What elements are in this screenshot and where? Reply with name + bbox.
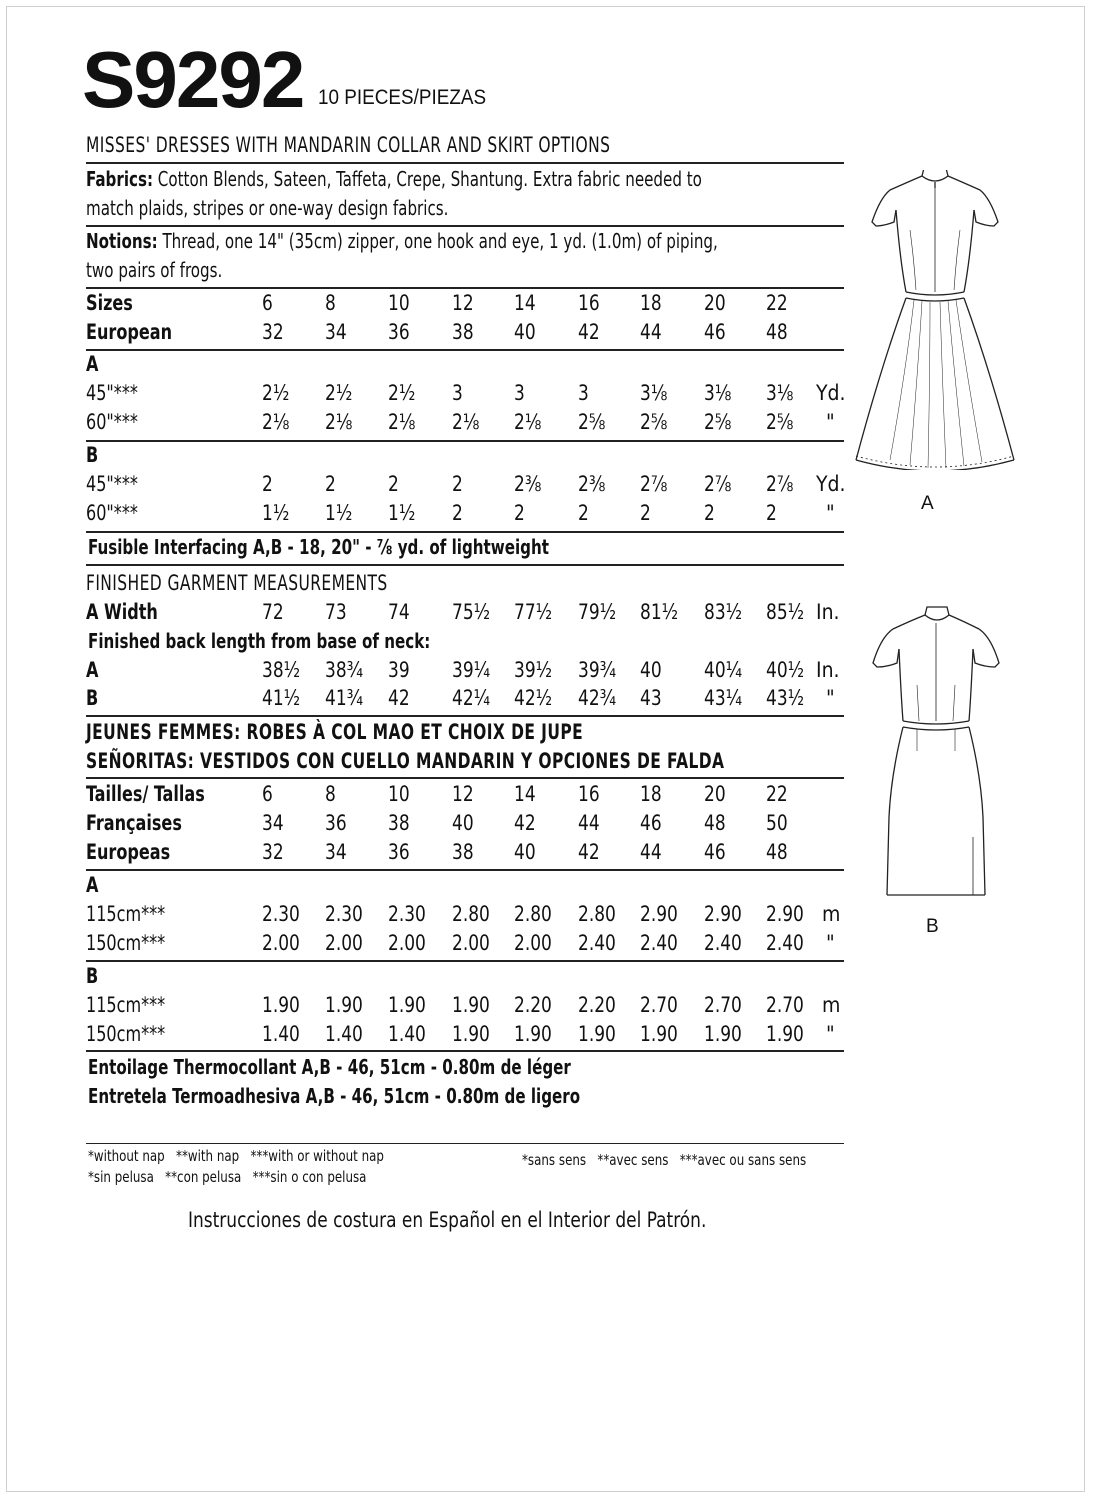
table-cell: 46 — [704, 320, 726, 344]
table-cell: 3⅛ — [640, 381, 668, 405]
table-cell: 38 — [452, 840, 474, 864]
table-cell: 22 — [766, 782, 788, 806]
table-row — [86, 443, 846, 472]
table-cell: 1.40 — [388, 1022, 426, 1046]
table-cell: 2.90 — [704, 902, 742, 926]
table-cell: 50 — [766, 811, 788, 835]
table-cell: 2.30 — [325, 902, 363, 926]
table-cell: 2.80 — [452, 902, 490, 926]
table-cell: 2⅝ — [640, 410, 668, 434]
table-cell: 2.30 — [388, 902, 426, 926]
unit: " — [826, 1022, 835, 1046]
table-cell: 1.90 — [262, 993, 300, 1017]
table-cell: 1½ — [325, 501, 353, 525]
row-label: 45"*** — [86, 381, 138, 405]
table-cell: 38 — [452, 320, 474, 344]
table-cell: 44 — [640, 320, 662, 344]
table-cell: 38¾ — [325, 658, 364, 682]
table-cell: 44 — [640, 840, 662, 864]
fabrics-line2: match plaids, stripes or one-way design fabrics. — [86, 196, 449, 220]
measurements-heading: FINISHED GARMENT MEASUREMENTS — [86, 571, 388, 595]
table-cell: 2.00 — [262, 931, 300, 955]
table-cell: 83½ — [704, 600, 743, 624]
table-cell: 1.90 — [640, 1022, 678, 1046]
table-cell: 2⅞ — [704, 472, 732, 496]
table-cell: 39½ — [514, 658, 553, 682]
divider — [86, 564, 844, 566]
pieces-count: 10 PIECES/PIEZAS — [318, 86, 487, 109]
table-cell: 34 — [325, 320, 347, 344]
table-cell: 2⅝ — [578, 410, 606, 434]
row-label: 60"*** — [86, 501, 138, 525]
table-cell: 39 — [388, 658, 410, 682]
table-cell: 2⅞ — [640, 472, 668, 496]
divider — [86, 287, 844, 289]
table-row — [86, 902, 846, 931]
table-cell: 1.90 — [766, 1022, 804, 1046]
table-cell: 8 — [325, 782, 336, 806]
divider — [86, 715, 844, 717]
divider — [86, 349, 844, 351]
table-cell: 1.90 — [388, 993, 426, 1017]
divider — [86, 162, 844, 164]
table-row — [86, 501, 846, 530]
table-row — [86, 410, 846, 439]
view-b-label: B — [86, 443, 99, 467]
table-cell: 2.40 — [766, 931, 804, 955]
table-cell: 2.90 — [766, 902, 804, 926]
table-cell: 3 — [452, 381, 463, 405]
divider — [86, 225, 844, 227]
table-cell: 42 — [578, 840, 600, 864]
table-cell: 38 — [388, 811, 410, 835]
divider — [86, 531, 844, 533]
notions-line1 — [86, 229, 718, 253]
table-cell: 40½ — [766, 658, 805, 682]
table-row — [86, 993, 846, 1022]
notions-label: Notions: — [86, 229, 158, 253]
table-cell: 1½ — [262, 501, 290, 525]
table-cell: 12 — [452, 291, 474, 315]
table-cell: 2⅜ — [514, 472, 542, 496]
table-cell: 2⅜ — [578, 472, 606, 496]
table-cell: 20 — [704, 782, 726, 806]
table-cell: 73 — [325, 600, 347, 624]
table-cell: 18 — [640, 291, 662, 315]
unit: " — [826, 931, 835, 955]
table-cell: 1½ — [388, 501, 416, 525]
table-cell: 18 — [640, 782, 662, 806]
table-cell: 2⅛ — [388, 410, 416, 434]
table-cell: 36 — [388, 320, 410, 344]
table-row — [86, 931, 846, 960]
table-cell: 2 — [452, 472, 463, 496]
table-cell: 2.00 — [452, 931, 490, 955]
table-cell: 42 — [388, 686, 410, 710]
table-cell: 75½ — [452, 600, 491, 624]
table-cell: 8 — [325, 291, 336, 315]
table-cell: 40 — [514, 320, 536, 344]
table-cell: 40 — [514, 840, 536, 864]
table-cell: 41½ — [262, 686, 301, 710]
table-cell: 1.40 — [325, 1022, 363, 1046]
table-cell: 1.90 — [704, 1022, 742, 1046]
title-spanish: SEÑORITAS: VESTIDOS CON CUELLO MANDARIN Y OPCIONES DE FALDA — [86, 749, 725, 773]
table-cell: 43¼ — [704, 686, 743, 710]
row-label: 45"*** — [86, 472, 138, 496]
table-cell: 72 — [262, 600, 284, 624]
unit: In. — [816, 658, 840, 682]
table-cell: 2.80 — [514, 902, 552, 926]
table-cell: 40 — [640, 658, 662, 682]
table-cell: 39¾ — [578, 658, 617, 682]
dress-a-illustration — [850, 170, 1020, 470]
divider — [86, 440, 844, 442]
table-cell: 2.20 — [514, 993, 552, 1017]
table-cell: 36 — [325, 811, 347, 835]
table-cell: 2.70 — [704, 993, 742, 1017]
notions-line2: two pairs of frogs. — [86, 258, 223, 282]
divider — [86, 1143, 844, 1144]
table-cell: 42¾ — [578, 686, 617, 710]
table-cell: 1.90 — [452, 1022, 490, 1046]
table-cell: 43½ — [766, 686, 805, 710]
table-row — [86, 840, 846, 869]
table-row — [86, 1022, 846, 1051]
table-cell: 48 — [704, 811, 726, 835]
table-cell: 42½ — [514, 686, 553, 710]
title-english: MISSES' DRESSES WITH MANDARIN COLLAR AND SKIRT OPTIONS — [86, 133, 611, 157]
table-cell: 2 — [640, 501, 651, 525]
table-cell: 40 — [452, 811, 474, 835]
table-cell: 2.80 — [578, 902, 616, 926]
table-cell: 3⅛ — [704, 381, 732, 405]
table-row — [86, 811, 846, 840]
table-row — [86, 600, 846, 629]
table-cell: 2.30 — [262, 902, 300, 926]
table-cell: 48 — [766, 320, 788, 344]
table-cell: 1.40 — [262, 1022, 300, 1046]
row-label: Françaises — [86, 811, 182, 835]
table-cell: 77½ — [514, 600, 553, 624]
table-cell: 2 — [325, 472, 336, 496]
row-label: 60"*** — [86, 410, 138, 434]
table-cell: 32 — [262, 840, 284, 864]
unit: " — [826, 410, 835, 434]
table-cell: 2⅝ — [704, 410, 732, 434]
table-cell: 14 — [514, 782, 536, 806]
table-cell: 3 — [514, 381, 525, 405]
table-cell: 2⅛ — [514, 410, 542, 434]
table-cell: 2 — [262, 472, 273, 496]
unit: " — [826, 501, 835, 525]
view-a-label: A — [86, 352, 99, 376]
row-label: 115cm*** — [86, 902, 166, 926]
row-label: Europeas — [86, 840, 171, 864]
footnote-english: *without nap **with nap ***with or without nap — [88, 1147, 384, 1165]
notions-text: Thread, one 14" (35cm) zipper, one hook and eye, 1 yd. (1.0m) of piping, — [162, 229, 718, 253]
figure-b-label: B — [926, 916, 939, 937]
table-row — [86, 381, 846, 410]
unit: Yd. — [816, 472, 846, 496]
footnote-spanish: *sin pelusa **con pelusa ***sin o con pelusa — [88, 1168, 367, 1186]
table-cell: 2⅛ — [325, 410, 353, 434]
pattern-number: S9292 — [82, 35, 304, 124]
table-cell: 12 — [452, 782, 474, 806]
unit: Yd. — [816, 381, 846, 405]
table-cell: 36 — [388, 840, 410, 864]
table-row — [86, 320, 846, 349]
table-cell: 38½ — [262, 658, 301, 682]
table-cell: 6 — [262, 782, 273, 806]
back-length-label: Finished back length from base of neck: — [88, 629, 431, 653]
table-cell: 2.70 — [640, 993, 678, 1017]
table-row — [86, 964, 846, 993]
table-cell: 43 — [640, 686, 662, 710]
table-cell: 41¾ — [325, 686, 364, 710]
table-cell: 2 — [388, 472, 399, 496]
table-cell: 1.90 — [452, 993, 490, 1017]
table-cell: 2½ — [325, 381, 353, 405]
table-row — [86, 352, 846, 381]
interfacing-french: Entoilage Thermocollant A,B - 46, 51cm - 0.80m de léger — [88, 1055, 571, 1079]
view-b-label: B — [86, 964, 99, 988]
table-cell: 1.90 — [578, 1022, 616, 1046]
table-cell: 2⅛ — [452, 410, 480, 434]
table-cell: 2 — [704, 501, 715, 525]
table-cell: 2 — [578, 501, 589, 525]
table-cell: 2 — [452, 501, 463, 525]
table-cell: 1.90 — [514, 1022, 552, 1046]
table-cell: 2.40 — [578, 931, 616, 955]
footnote-french: *sans sens **avec sens ***avec ou sans sens — [522, 1151, 807, 1169]
table-cell: 1.90 — [325, 993, 363, 1017]
divider — [86, 777, 844, 779]
table-cell: 32 — [262, 320, 284, 344]
table-cell: 2.00 — [514, 931, 552, 955]
title-french: JEUNES FEMMES: ROBES À COL MAO ET CHOIX DE JUPE — [86, 720, 584, 744]
table-cell: 46 — [704, 840, 726, 864]
table-cell: 14 — [514, 291, 536, 315]
fabrics-label: Fabrics: — [86, 167, 154, 191]
table-cell: 2⅛ — [262, 410, 290, 434]
table-cell: 85½ — [766, 600, 805, 624]
instructions-note: Instrucciones de costura en Español en el Interior del Patrón. — [188, 1208, 707, 1232]
row-label: A Width — [86, 600, 158, 624]
row-label: Tailles/ Tallas — [86, 782, 205, 806]
table-row — [86, 658, 846, 687]
table-cell: 48 — [766, 840, 788, 864]
row-label: 150cm*** — [86, 1022, 166, 1046]
table-cell: 42 — [578, 320, 600, 344]
table-cell: 2.00 — [325, 931, 363, 955]
table-row — [86, 472, 846, 501]
table-row — [86, 782, 846, 811]
table-cell: 10 — [388, 782, 410, 806]
table-cell: 2½ — [262, 381, 290, 405]
table-cell: 2.00 — [388, 931, 426, 955]
divider — [86, 960, 844, 962]
row-label: B — [86, 686, 99, 710]
table-cell: 6 — [262, 291, 273, 315]
table-cell: 2.40 — [640, 931, 678, 955]
table-cell: 10 — [388, 291, 410, 315]
sizes-label: Sizes — [86, 291, 133, 315]
table-cell: 2.90 — [640, 902, 678, 926]
table-cell: 16 — [578, 291, 600, 315]
table-cell: 2½ — [388, 381, 416, 405]
divider — [86, 869, 844, 871]
view-a-label: A — [86, 873, 99, 897]
table-cell: 79½ — [578, 600, 617, 624]
table-cell: 22 — [766, 291, 788, 315]
table-cell: 3⅛ — [766, 381, 794, 405]
european-label: European — [86, 320, 173, 344]
table-cell: 2⅞ — [766, 472, 794, 496]
table-cell: 2.40 — [704, 931, 742, 955]
table-cell: 2 — [514, 501, 525, 525]
table-cell: 2.20 — [578, 993, 616, 1017]
figure-a-label: A — [921, 493, 934, 514]
unit: m — [822, 993, 841, 1017]
unit: " — [826, 686, 835, 710]
row-label: A — [86, 658, 99, 682]
interfacing-spanish: Entretela Termoadhesiva A,B - 46, 51cm - 0.80m de ligero — [88, 1084, 581, 1108]
table-row — [86, 686, 846, 715]
interfacing-english: Fusible Interfacing A,B - 18, 20" - ⅞ yd. of lightweight — [88, 535, 549, 559]
table-row — [86, 291, 846, 320]
table-cell: 2 — [766, 501, 777, 525]
table-cell: 44 — [578, 811, 600, 835]
dress-b-illustration — [855, 605, 1015, 905]
table-cell: 40¼ — [704, 658, 743, 682]
table-cell: 3 — [578, 381, 589, 405]
table-cell: 16 — [578, 782, 600, 806]
fabrics-text: Cotton Blends, Sateen, Taffeta, Crepe, Shantung. Extra fabric needed to — [157, 167, 702, 191]
divider — [86, 1050, 844, 1052]
table-cell: 46 — [640, 811, 662, 835]
unit: In. — [816, 600, 840, 624]
table-cell: 42¼ — [452, 686, 491, 710]
row-label: 150cm*** — [86, 931, 166, 955]
fabrics-line1 — [86, 167, 702, 191]
table-cell: 34 — [262, 811, 284, 835]
table-cell: 2⅝ — [766, 410, 794, 434]
table-cell: 42 — [514, 811, 536, 835]
table-cell: 34 — [325, 840, 347, 864]
table-cell: 74 — [388, 600, 410, 624]
row-label: 115cm*** — [86, 993, 166, 1017]
unit: m — [822, 902, 841, 926]
table-cell: 81½ — [640, 600, 679, 624]
table-cell: 39¼ — [452, 658, 491, 682]
table-row — [86, 873, 846, 902]
table-cell: 20 — [704, 291, 726, 315]
table-cell: 2.70 — [766, 993, 804, 1017]
